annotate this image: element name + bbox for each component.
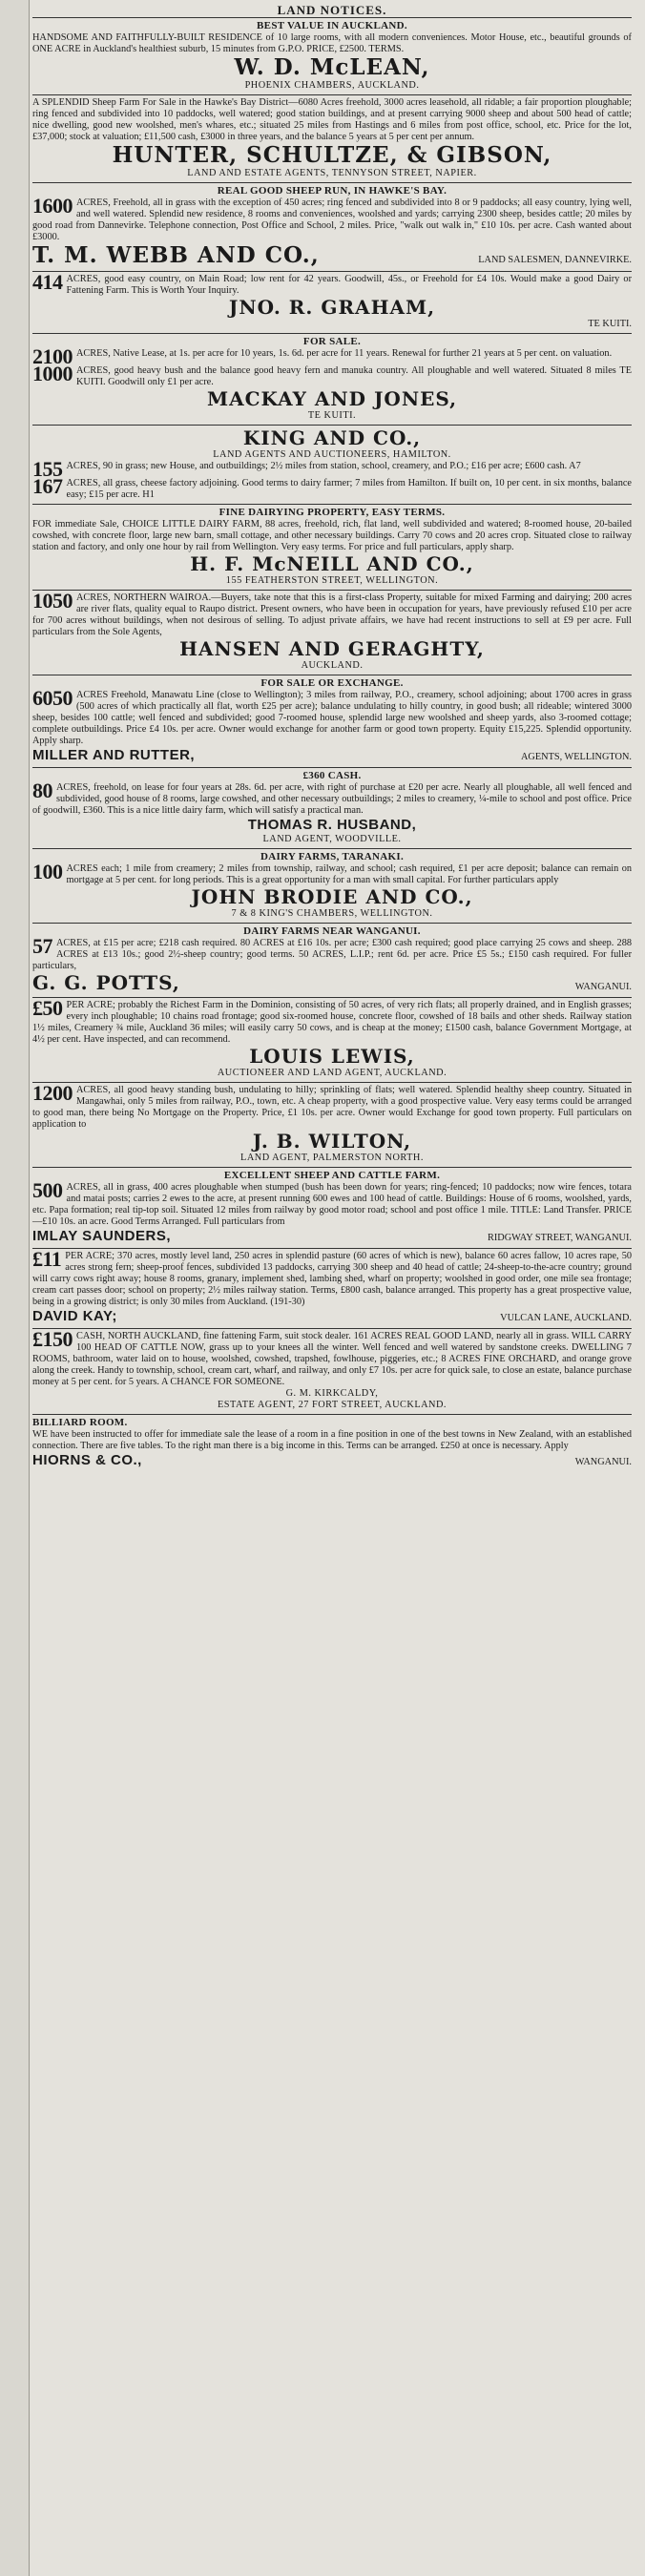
- ad-body: 80 ACRES, freehold, on lease for four years at 28s. 6d. per acre, with right of purchase at £20 per acre. Nearly all ploughable, all well fenced and subdivided, good house of 8 rooms, large cowshed, and other necessary outbuildings; 2 miles to creamery, ¼-mile to school and post office. Price of goodwill, £360. This is a nice little dairy farm, which will satisfy a practical man.: [32, 779, 632, 816]
- ad-heading: FINE DAIRYING PROPERTY, EASY TERMS.: [218, 507, 446, 518]
- ad-signature: T. M. WEBB AND CO.,: [32, 242, 320, 268]
- ad-body: 414 ACRES, good easy country, on Main Road; low rent for 42 years. Goodwill, 45s., or Freehold for £4 10s. Would make a good Dairy or Fattening Farm. This is Worth Your Inquiry.: [32, 270, 632, 296]
- ad-acreage: 1000: [32, 362, 73, 385]
- page-gutter: [0, 0, 30, 2576]
- ad-sheep-run-hawkes-bay: [32, 183, 632, 272]
- ad-heading: £360 CASH.: [302, 770, 362, 781]
- ad-heading: FOR SALE.: [302, 336, 362, 347]
- ad-billiard-room: [32, 1415, 632, 1472]
- ad-signature-row: [32, 1308, 632, 1325]
- ad-te-kuiti-414: [32, 272, 632, 334]
- ad-signature: H. F. McNEILL AND CO.,: [190, 552, 474, 575]
- ad-signature: G. M. KIRKCALDY,: [285, 1388, 379, 1399]
- ad-signature: JOHN BRODIE AND CO.,: [191, 885, 473, 908]
- ad-hawkes-bay-sheep-farm: [32, 95, 632, 183]
- ad-fattening-farm: [32, 1329, 632, 1415]
- ad-address: TE KUITI.: [588, 319, 632, 329]
- ad-sheep-and-cattle-farm: [32, 1168, 632, 1249]
- ad-sale-or-exchange: [32, 675, 632, 768]
- ad-address: TE KUITI.: [307, 410, 357, 421]
- ad-acreage: 500: [32, 1178, 63, 1202]
- ad-signature: MACKAY AND JONES,: [206, 387, 458, 410]
- ad-signature: KING AND CO.,: [242, 426, 422, 449]
- ad-body: 6050 ACRES Freehold, Manawatu Line (close to Wellington); 3 miles from railway, P.O., creamery, school adjoining; about 1700 acres in grass (500 acres of which practically all flat, worth £25 per acre); balance undulating to hilly country, in good bush; all rideable; wintered 3000 sheep, besides 100 cattle; well fenced and subdivided; good 7-roomed house, splendid large new woolshed and sheep yards, also 3-roomed cottage; complete outbuildings. Price £4 10s. per acre. Owner would exchange for another farm or good town property. Equity £15,225. Splendid opportunity. Apply sharp.: [32, 686, 632, 746]
- ad-price: £50: [32, 996, 63, 1020]
- ad-king-and-co: [32, 426, 632, 505]
- ad-body: 500 ACRES, all in grass, 400 acres ploughable when stumped (bush has been down for years; ring-fenced; 10 paddocks; now wire fences, totara and matai posts; carries 2 ewes to the acre, at present running 600 ewes and 100 head of cattle. Buildings: House of 6 rooms, woolshed, yards, etc. Papa formation; real tip-top soil. Situated 12 miles from railway by good motor road; school and post office 1 mile. TITLE: Land Transfer. PRICE—£10 10s. an acre. Good Terms Arranged. Full particulars from: [32, 1178, 632, 1227]
- ad-signature-row: [32, 747, 632, 764]
- ad-price: £11: [32, 1247, 62, 1271]
- ad-mangawhai-bush: [32, 1083, 632, 1168]
- ad-signature: G. G. POTTS,: [32, 971, 180, 994]
- ad-signature: W. D. McLEAN,: [234, 54, 430, 80]
- ad-for-sale-te-kuiti: [32, 334, 632, 426]
- ad-acreage: 57: [32, 934, 52, 958]
- ad-heading: BILLIARD ROOM.: [32, 1417, 128, 1428]
- ad-address: AGENTS, WELLINGTON.: [520, 752, 632, 762]
- ad-acreage: 1050: [32, 589, 73, 613]
- ad-acreage: 1200: [32, 1081, 73, 1105]
- ad-signature: IMLAY SAUNDERS,: [32, 1228, 172, 1244]
- ad-signature: DAVID KAY;: [32, 1308, 117, 1324]
- ad-line: 2100 ACRES, Native Lease, at 1s. per acre for 10 years, 1s. 6d. per acre for 11 years. Renewal for further 21 years at 5 per cent. on valuation.: [32, 344, 613, 368]
- land-notices-column: [32, 4, 632, 1472]
- ad-signature: HIORNS & CO.,: [32, 1452, 142, 1468]
- ad-acreage: 155: [32, 457, 63, 481]
- ad-address: AUCKLAND.: [301, 660, 364, 671]
- ad-acreage: 6050: [32, 686, 73, 710]
- ad-acreage: 80: [32, 779, 52, 802]
- ad-body: 57 ACRES, at £15 per acre; £218 cash required. 80 ACRES at £16 10s. per acre; £300 cash required; good place carrying 25 cows and sheep. 288 ACRES at £13 10s.; good 2½-sheep country; good terms. 50 ACRES, L.I.P.; rent 6d. per acre. Price £5 5s.; £150 cash required. For fuller particulars,: [32, 934, 632, 971]
- ad-370-acres: [32, 1249, 632, 1329]
- ad-heading: REAL GOOD SHEEP RUN, IN HAWKE'S BAY.: [217, 185, 447, 197]
- ad-richest-farm: [32, 998, 632, 1083]
- ad-line: 167 ACRES, all grass, cheese factory adjoining. Good terms to dairy farmer; 7 miles from Hamilton. If built on, 10 per cent. in six months, balance easy; £15 per acre. H1: [32, 474, 632, 500]
- ad-signature: HANSEN AND GERAGHTY,: [179, 637, 485, 660]
- ad-signature: JNO. R. GRAHAM,: [228, 296, 436, 319]
- ad-address: ESTATE AGENT, 27 FORT STREET, AUCKLAND.: [217, 1400, 447, 1410]
- ad-address: WANGANUI.: [574, 982, 632, 992]
- ad-acreage: 414: [32, 270, 63, 294]
- ad-signature: HUNTER, SCHULTZE, & GIBSON,: [112, 142, 552, 168]
- ad-signature-row: [32, 1452, 632, 1469]
- page-header: LAND NOTICES.: [32, 4, 632, 18]
- ad-acreage: 100: [32, 860, 63, 883]
- ad-body: £150 CASH, NORTH AUCKLAND, fine fattening Farm, suit stock dealer. 161 ACRES REAL GOOD LAND, nearly all in grass. WILL CARRY 100 HEAD OF CATTLE NOW, grass up to your knees all the winter. Well fenced and well watered by sandstone creeks. DWELLING 7 ROOMS, bathroom, water laid on to house, woolshed, cowshed, trapshed, fowlhouse, piggeries, etc.; 8 ACRES FINE ORCHARD, and orange grove along the creek. Handy to township, school, cream cart, wharf, and railway, and only £7 10s. per acre for quick sale, to close an estate, balance purchase money at 5 per cent. for 5 years. A CHANCE FOR SOMEONE.: [32, 1327, 632, 1387]
- ad-address: 7 & 8 KING'S CHAMBERS, WELLINGTON.: [231, 908, 433, 919]
- ad-signature: THOMAS R. HUSBAND,: [247, 817, 417, 833]
- ad-best-value-auckland: [32, 18, 632, 95]
- ad-heading: BEST VALUE IN AUCKLAND.: [257, 20, 407, 31]
- ad-acreage: 1600: [32, 194, 73, 218]
- ad-acreage: 2100: [32, 344, 73, 368]
- ad-line: 155 ACRES, 90 in grass; new House, and outbuildings; 2½ miles from station, school, creamery, and P.O.; £16 per acre; £600 cash. A7: [32, 457, 581, 481]
- ad-signature-row: [32, 243, 632, 268]
- ad-address: LAND AGENT, PALMERSTON NORTH.: [240, 1153, 424, 1163]
- ad-heading: DAIRY FARMS, TARANAKI.: [260, 851, 405, 862]
- ad-signature: J. B. WILTON,: [252, 1130, 412, 1153]
- ad-body: A SPLENDID Sheep Farm For Sale in the Hawke's Bay District—6080 Acres freehold, 3000 acres leasehold, all ridable; a fair proportion ploughable; ring fenced and subdivided into 10 paddocks, well watered; good station buildings, and at present carrying 9000 sheep and about 500 head of cattle; nice dwelling, good new woolshed, men's whares, etc.; situated 25 miles from Hastings and 6 miles from post office, school, etc. Price for the lot, £37,000; stock at valuation; £11,500 cash, £3000 in three years, and the balance 5 years at 5 per cent per annum.: [32, 97, 632, 142]
- ad-signature-row: [32, 1228, 632, 1245]
- ad-address: 155 FEATHERSTON STREET, WELLINGTON.: [225, 575, 439, 586]
- ad-dairy-farms-wanganui: [32, 924, 632, 998]
- ad-address: LAND AGENT, WOODVILLE.: [262, 834, 402, 844]
- ad-address: LAND SALESMEN, DANNEVIRKE.: [478, 255, 632, 265]
- ad-address: LAND AGENTS AND AUCTIONEERS, HAMILTON.: [213, 449, 451, 460]
- ad-address: RIDGWAY STREET, WANGANUI.: [487, 1233, 632, 1243]
- ad-body: 100 ACRES each; 1 mile from creamery; 2 miles from township, railway, and school; cash required, £1 per acre deposit; balance can remain on mortgage at 5 per cent. for long periods. This is a great opportunity for a man with small capital. For further particulars apply: [32, 860, 632, 885]
- ad-address: WANGANUI.: [574, 1457, 632, 1467]
- ad-signature: MILLER AND RUTTER,: [32, 747, 196, 763]
- ad-body: 1050 ACRES, NORTHERN WAIROA.—Buyers, take note that this is a first-class Property, suitable for mixed Farming and dairying; 200 acres are river flats, quality equal to Raupo district. Present owners, who have been in occupation for years, have previously refused £10 per acre for 700 acres without buildings, when not desirous of selling. To adjust private affairs, we have had recent instructions to sell at £9 per acre. Full particulars from the Sole Agents,: [32, 589, 632, 637]
- ad-address: AUCTIONEER AND LAND AGENT, AUCKLAND.: [217, 1068, 447, 1078]
- ad-heading: DAIRY FARMS NEAR WANGANUI.: [243, 925, 421, 937]
- ad-body: 1200 ACRES, all good heavy standing bush, undulating to hilly; sprinkling of flats; well watered. Splendid healthy sheep country. Situated in Mangawhai, only 5 miles from railway, P.O., town, etc. A cheap property, with a good prospective value. Very easy terms could be arranged to good man, there being No Mortgage on the Property. Price, £1 10s. per acre. Owner would Exchange for good town property. Full particulars on application to: [32, 1081, 632, 1130]
- ad-body: £50 PER ACRE; probably the Richest Farm in the Dominion, consisting of 50 acres, of very rich flats; all properly drained, and in English grasses; every inch ploughable; 10 chains road frontage; good six-roomed house, concrete floor, cowshed of 18 bails and other sheds. Railway station 1½ miles, Creamery ¾ mile, Auckland 36 miles; will easily carry 50 cows, and is cheap at the money; £1500 cash, balance Government Mortgage, at 4½ per cent. Have inspected, and can recommend.: [32, 996, 632, 1045]
- ad-address: VULCAN LANE, AUCKLAND.: [500, 1313, 632, 1323]
- ad-body: WE have been instructed to offer for immediate sale the lease of a room in a fine position in one of the best towns in New Zealand, with an established connection. There are five tables. To the right man there is a big income in this. Terms can be arranged. £250 at once is necessary. Apply: [32, 1429, 632, 1451]
- ad-body: £11 PER ACRE; 370 acres, mostly level land, 250 acres in splendid pasture (60 acres of which is new), balance 60 acres fallow, 10 acres rape, 50 acres strong fern; sheep-proof fences, subdivided 13 paddocks, carrying 300 sheep and 40 head of cattle; 24-sheep-to-the-acre country; ground will carry cows right away; house 8 rooms, granary, implement shed, lambing shed, wharf on property; woolshed in good order, one mile sea frontage; cream cart passes door; school on property; 2½ miles railway station. Terms, £800 cash, balance arranged. This property has a great prospective value, being in a growing district; is only 30 miles from Auckland. (191-30): [32, 1247, 632, 1307]
- ad-address: LAND AND ESTATE AGENTS, TENNYSON STREET, NAPIER.: [187, 168, 477, 178]
- ad-price: £150: [32, 1327, 73, 1351]
- ad-signature-row: [32, 972, 632, 994]
- ad-northern-wairoa: [32, 591, 632, 675]
- ad-heading: EXCELLENT SHEEP AND CATTLE FARM.: [223, 1170, 441, 1181]
- ad-heading: FOR SALE OR EXCHANGE.: [260, 677, 404, 689]
- ad-body: 1600 ACRES, Freehold, all in grass with the exception of 450 acres; ring fenced and subdivided into 8 or 9 paddocks; all easy country, lying well, and well watered. Splendid new residence, 8 rooms and conveniences, woolshed and yards; carrying 2300 sheep, besides cattle; 20 miles by good road from Dannevirke. Telephone connection, Post Office and School, 2 miles. Price, "walk out walk in," £10 10s. per acre. Cash wanted about £3000.: [32, 194, 632, 242]
- ad-signature: LOUIS LEWIS,: [249, 1045, 415, 1068]
- ad-dairy-farms-taranaki: [32, 849, 632, 924]
- ad-address: PHOENIX CHAMBERS, AUCKLAND.: [244, 80, 420, 91]
- ad-body: FOR immediate Sale, CHOICE LITTLE DAIRY FARM, 88 acres, freehold, rich, flat land, well subdivided and watered; 8-roomed house, 20-bailed cowshed, with concrete floor, large new barn, small cottage, and other necessary buildings. Carry 70 cows and 20 acres crop. Situated close to railway station and factory, and only one hour by rail from Wellington. Very easy terms. For price and full particulars, apply sharp.: [32, 519, 632, 552]
- ad-line: 1000 ACRES, good heavy bush and the balance good heavy fern and manuka country. All ploughable and well watered. Situated 8 miles TE KUITI. Goodwill only £1 per acre.: [32, 362, 632, 387]
- ad-body: HANDSOME AND FAITHFULLY-BUILT RESIDENCE of 10 large rooms, with all modern conveniences. Motor House, etc., beautiful grounds of ONE ACRE in Auckland's healthiest suburb, 15 minutes from G.P.O. PRICE, £2500. TERMS.: [32, 32, 632, 54]
- ad-acreage: 167: [32, 474, 63, 498]
- ad-360-cash: [32, 768, 632, 849]
- ad-fine-dairying-property: [32, 505, 632, 591]
